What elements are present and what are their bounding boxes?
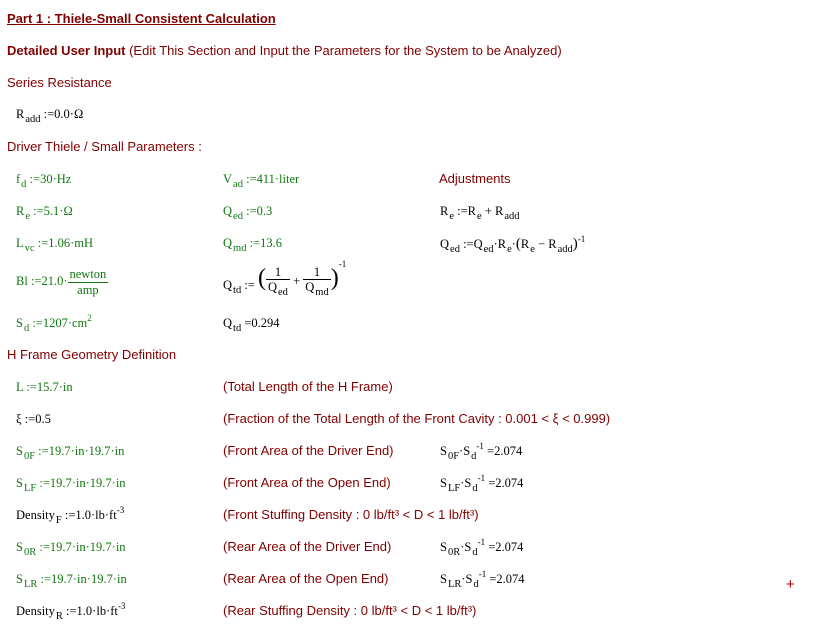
insertion-cursor-icon[interactable]: +	[786, 576, 795, 593]
s-0f-value: :=19.7·in·19.7·in	[38, 444, 125, 458]
s-lr-ratio: $S_{LR}\cdot S_d^{-1} =2.074$	[440, 569, 525, 590]
s-d-value: :=1207·cm	[32, 316, 88, 330]
s-0f-comment: (Front Area of the Driver End)	[223, 443, 394, 458]
detailed-input-note: (Edit This Section and Input the Parameters for the System to be Analyzed)	[129, 43, 562, 58]
density-r-value: :=1.0·lb·ft	[66, 604, 118, 618]
density-f-comment: (Front Stuffing Density : 0 lb/ft³ < D < 1 lb/ft³)	[223, 507, 479, 522]
r-e-value: :=5.1·Ω	[33, 204, 73, 218]
q-md-field[interactable]: $Q_{md}$ :=13.6	[223, 236, 282, 254]
s-0r-comment: (Rear Area of the Driver End)	[223, 539, 392, 554]
s-0r-value: :=19.7·in·19.7·in	[39, 540, 126, 554]
density-r-comment: (Rear Stuffing Density : 0 lb/ft³ < D < 1 lb/ft³)	[223, 603, 477, 618]
s-lr-ratio-value: =2.074	[489, 572, 525, 586]
s-0f-field[interactable]: $S_{0F}$ :=19.7·in·19.7·in	[16, 444, 125, 462]
s-0r-ratio: $S_{0R}\cdot S_d^{-1} =2.074$	[440, 537, 524, 558]
section-h-frame: H Frame Geometry Definition	[7, 347, 177, 362]
r-e-field[interactable]: $R_e$ :=5.1·Ω	[16, 204, 73, 222]
section-driver-params: Driver Thiele / Small Parameters :	[7, 139, 202, 154]
s-lf-ratio: $S_{LF}\cdot S_d^{-1} =2.074$	[440, 473, 524, 494]
section-series-resistance: Series Resistance	[7, 75, 112, 90]
l-comment: (Total Length of the H Frame)	[223, 379, 393, 394]
q-ed-field[interactable]: $Q_{ed}$ :=0.3	[223, 204, 273, 222]
adjust-re-formula[interactable]: $R_e$ $:=R_e + R_{add}$	[440, 204, 520, 222]
v-ad-field[interactable]: $V_{ad}$ :=411·liter	[223, 172, 300, 190]
s-0f-ratio: $S_{0F}\cdot S_d^{-1} =2.074$	[440, 441, 523, 462]
part-title: Part 1 : Thiele-Small Consistent Calculation	[7, 11, 276, 26]
r-add-field[interactable]: $R_{add}$ :=0.0·Ω	[16, 107, 84, 125]
q-td-result-value: =0.294	[244, 316, 280, 330]
v-ad-value: :=411·liter	[246, 172, 300, 186]
s-d-field[interactable]: $S_d$ $:=1207\cdot cm^2$	[16, 313, 92, 334]
density-f-value: :=1.0·lb·ft	[64, 508, 117, 522]
s-0r-ratio-value: =2.074	[488, 540, 524, 554]
s-0f-ratio-value: =2.074	[487, 444, 523, 458]
s-lr-field[interactable]: $S_{LR}$ :=19.7·in·19.7·in	[16, 572, 127, 590]
q-md-value: :=13.6	[249, 236, 282, 250]
l-vc-value: :=1.06·mH	[37, 236, 93, 250]
q-ed-value: :=0.3	[246, 204, 273, 218]
bl-value: :=21.0·	[30, 273, 68, 288]
xi-field[interactable]: ξ :=0.5	[16, 412, 51, 426]
l-vc-field[interactable]: $L_{vc}$ :=1.06·mH	[16, 236, 93, 254]
s-lr-comment: (Rear Area of the Open End)	[223, 571, 389, 586]
s-lf-field[interactable]: $S_{LF}$ :=19.7·in·19.7·in	[16, 476, 126, 494]
section-adjustments: Adjustments	[439, 171, 511, 186]
bl-field[interactable]: Bl :=21.0· $\frac{\text{newton}}{\text{amp}}$	[16, 267, 107, 297]
bl-unit-fraction	[68, 268, 109, 296]
q-td-result: $Q_{td} =0.294$	[223, 316, 280, 334]
l-value: :=15.7·in	[26, 380, 73, 394]
f-d-field[interactable]: $f_d$ :=30·Hz	[16, 172, 72, 190]
l-field[interactable]: L :=15.7·in	[16, 380, 73, 394]
s-lr-value: :=19.7·in·19.7·in	[40, 572, 127, 586]
density-f-field[interactable]: Density$_F$ $:=1.0\cdot lb\cdot ft^{-3}$	[16, 505, 125, 526]
bl-unit-numerator: newton	[69, 267, 107, 281]
s-lf-ratio-value: =2.074	[488, 476, 524, 490]
q-td-formula[interactable]: $Q_{td}$ := ( $\frac{1}{Q_{ed}}$ + $\frac{1}{Q_{md}}$ )$^{-1}$	[223, 259, 347, 299]
xi-value: :=0.5	[24, 412, 51, 426]
adjust-qed-formula[interactable]: $Q_{ed}$ $:=Q_{ed}\cdot R_e\cdot(R_e - R_{add})^{-1}$	[440, 234, 586, 255]
r-add-value: :=0.0·Ω	[43, 107, 84, 121]
xi-comment: (Fraction of the Total Length of the Front Cavity : 0.001 < ξ < 0.999)	[223, 411, 611, 426]
f-d-value: :=30·Hz	[29, 172, 72, 186]
s-lf-value: :=19.7·in·19.7·in	[39, 476, 126, 490]
s-0r-field[interactable]: $S_{0R}$ :=19.7·in·19.7·in	[16, 540, 126, 558]
density-r-field[interactable]: Density$_R$ $:=1.0\cdot lb\cdot ft^{-3}$	[16, 601, 126, 622]
s-lf-comment: (Front Area of the Open End)	[223, 475, 391, 490]
detailed-input-bold: Detailed User Input	[7, 43, 126, 58]
detailed-input-heading	[7, 44, 562, 57]
bl-unit-denominator: amp	[77, 282, 99, 297]
